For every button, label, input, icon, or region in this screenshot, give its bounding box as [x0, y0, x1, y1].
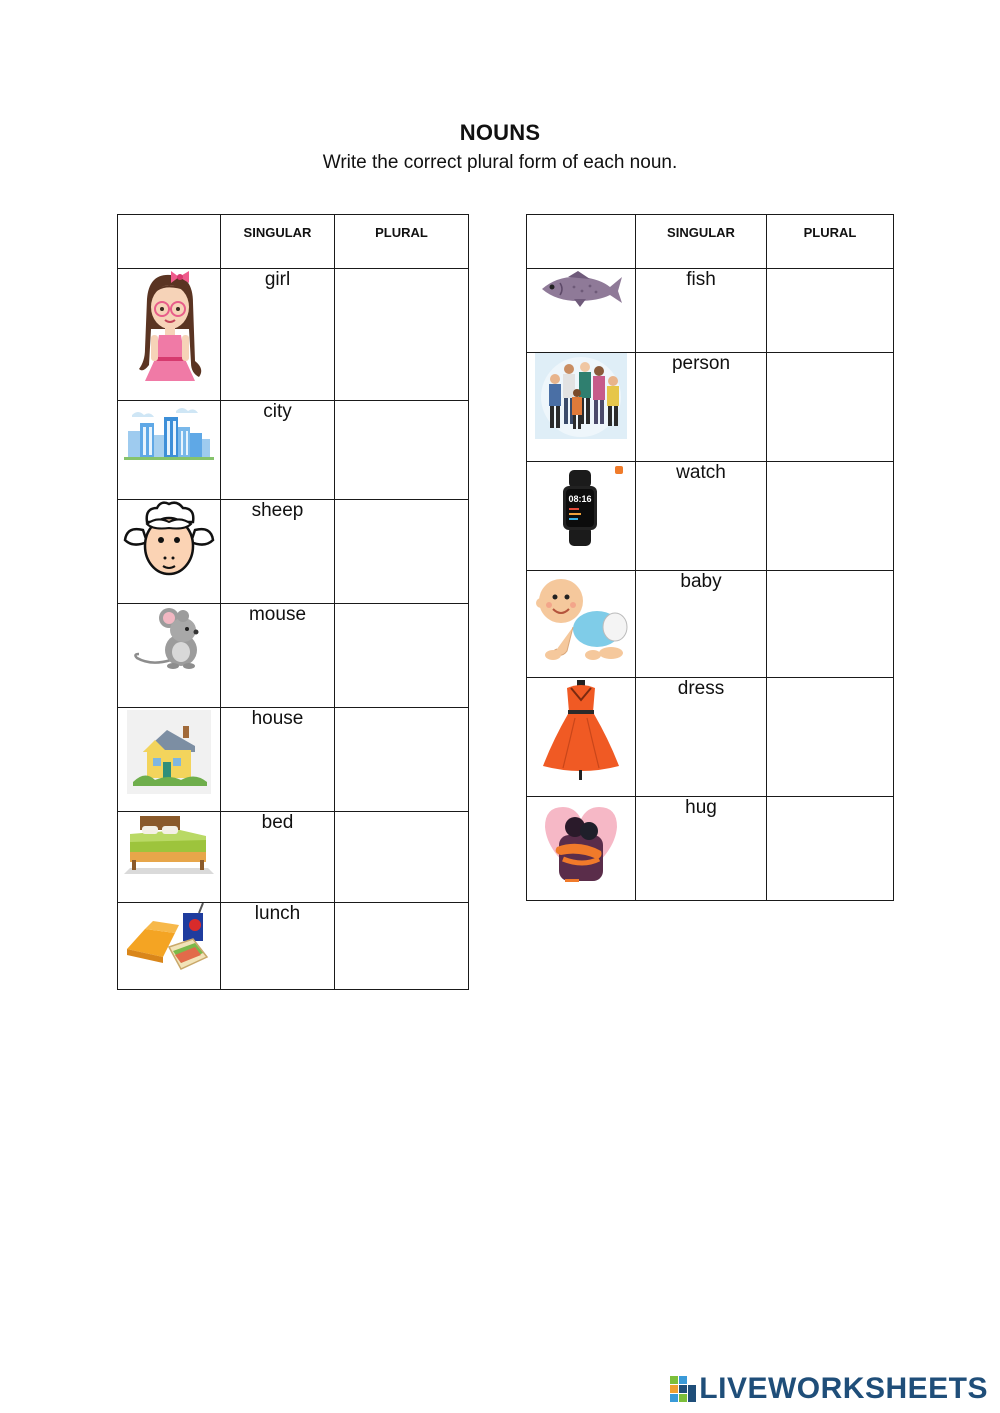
watch-icon — [527, 462, 636, 571]
bed-icon — [118, 812, 221, 903]
baby-icon — [527, 571, 636, 678]
sheep-icon — [118, 500, 221, 604]
hug-icon — [527, 797, 636, 901]
house-icon — [118, 708, 221, 812]
watch-display-time: 08:16 — [568, 494, 592, 504]
table-row — [118, 401, 469, 500]
plural-answer-field[interactable] — [767, 462, 894, 571]
table-row — [118, 812, 469, 903]
girl-icon — [118, 269, 221, 401]
singular-word: house — [221, 708, 335, 812]
plural-answer-field[interactable] — [335, 708, 469, 812]
table-row — [118, 604, 469, 708]
plural-answer-field[interactable] — [767, 269, 894, 353]
plural-answer-field[interactable] — [767, 797, 894, 901]
plural-answer-field[interactable] — [767, 571, 894, 678]
plural-answer-field[interactable] — [335, 401, 469, 500]
table-row — [527, 797, 894, 901]
left-nouns-table — [117, 214, 469, 990]
singular-word: fish — [636, 269, 767, 353]
table-row — [118, 903, 469, 990]
singular-word: hug — [636, 797, 767, 901]
people-icon — [527, 353, 636, 462]
plural-answer-field[interactable] — [335, 812, 469, 903]
worksheet-instruction: Write the correct plural form of each noun. — [322, 152, 678, 173]
table-row — [527, 353, 894, 462]
plural-column-header: PLURAL — [335, 215, 469, 269]
singular-word: watch — [636, 462, 767, 571]
table-row — [527, 678, 894, 797]
table-row — [118, 269, 469, 401]
liveworksheets-logo-icon — [670, 1376, 696, 1402]
singular-word: mouse — [221, 604, 335, 708]
worksheet-title: NOUNS — [459, 120, 541, 145]
plural-answer-field[interactable] — [335, 269, 469, 401]
table-row — [527, 571, 894, 678]
mouse-icon — [118, 604, 221, 708]
image-column-header — [118, 215, 221, 269]
singular-column-header: SINGULAR — [636, 215, 767, 269]
plural-answer-field[interactable] — [767, 678, 894, 797]
city-icon — [118, 401, 221, 500]
singular-word: person — [636, 353, 767, 462]
image-column-header — [527, 215, 636, 269]
singular-word: city — [221, 401, 335, 500]
singular-word: dress — [636, 678, 767, 797]
table-row — [527, 269, 894, 353]
liveworksheets-brand — [670, 1371, 988, 1407]
table-row — [118, 708, 469, 812]
singular-word: baby — [636, 571, 767, 678]
plural-answer-field[interactable] — [335, 500, 469, 604]
plural-column-header: PLURAL — [767, 215, 894, 269]
plural-answer-field[interactable] — [767, 353, 894, 462]
singular-word: sheep — [221, 500, 335, 604]
dress-icon — [527, 678, 636, 797]
lunch-icon — [118, 903, 221, 990]
singular-word: lunch — [221, 903, 335, 990]
plural-answer-field[interactable] — [335, 903, 469, 990]
table-row — [118, 500, 469, 604]
singular-column-header: SINGULAR — [221, 215, 335, 269]
right-nouns-table — [526, 214, 894, 901]
table-row — [527, 462, 894, 571]
table-header-row — [527, 215, 894, 269]
fish-icon — [527, 269, 636, 353]
liveworksheets-logo-text: LIVEWORKSHEETS — [699, 1372, 988, 1405]
singular-word: girl — [221, 269, 335, 401]
plural-answer-field[interactable] — [335, 604, 469, 708]
singular-word: bed — [221, 812, 335, 903]
table-header-row — [118, 215, 469, 269]
